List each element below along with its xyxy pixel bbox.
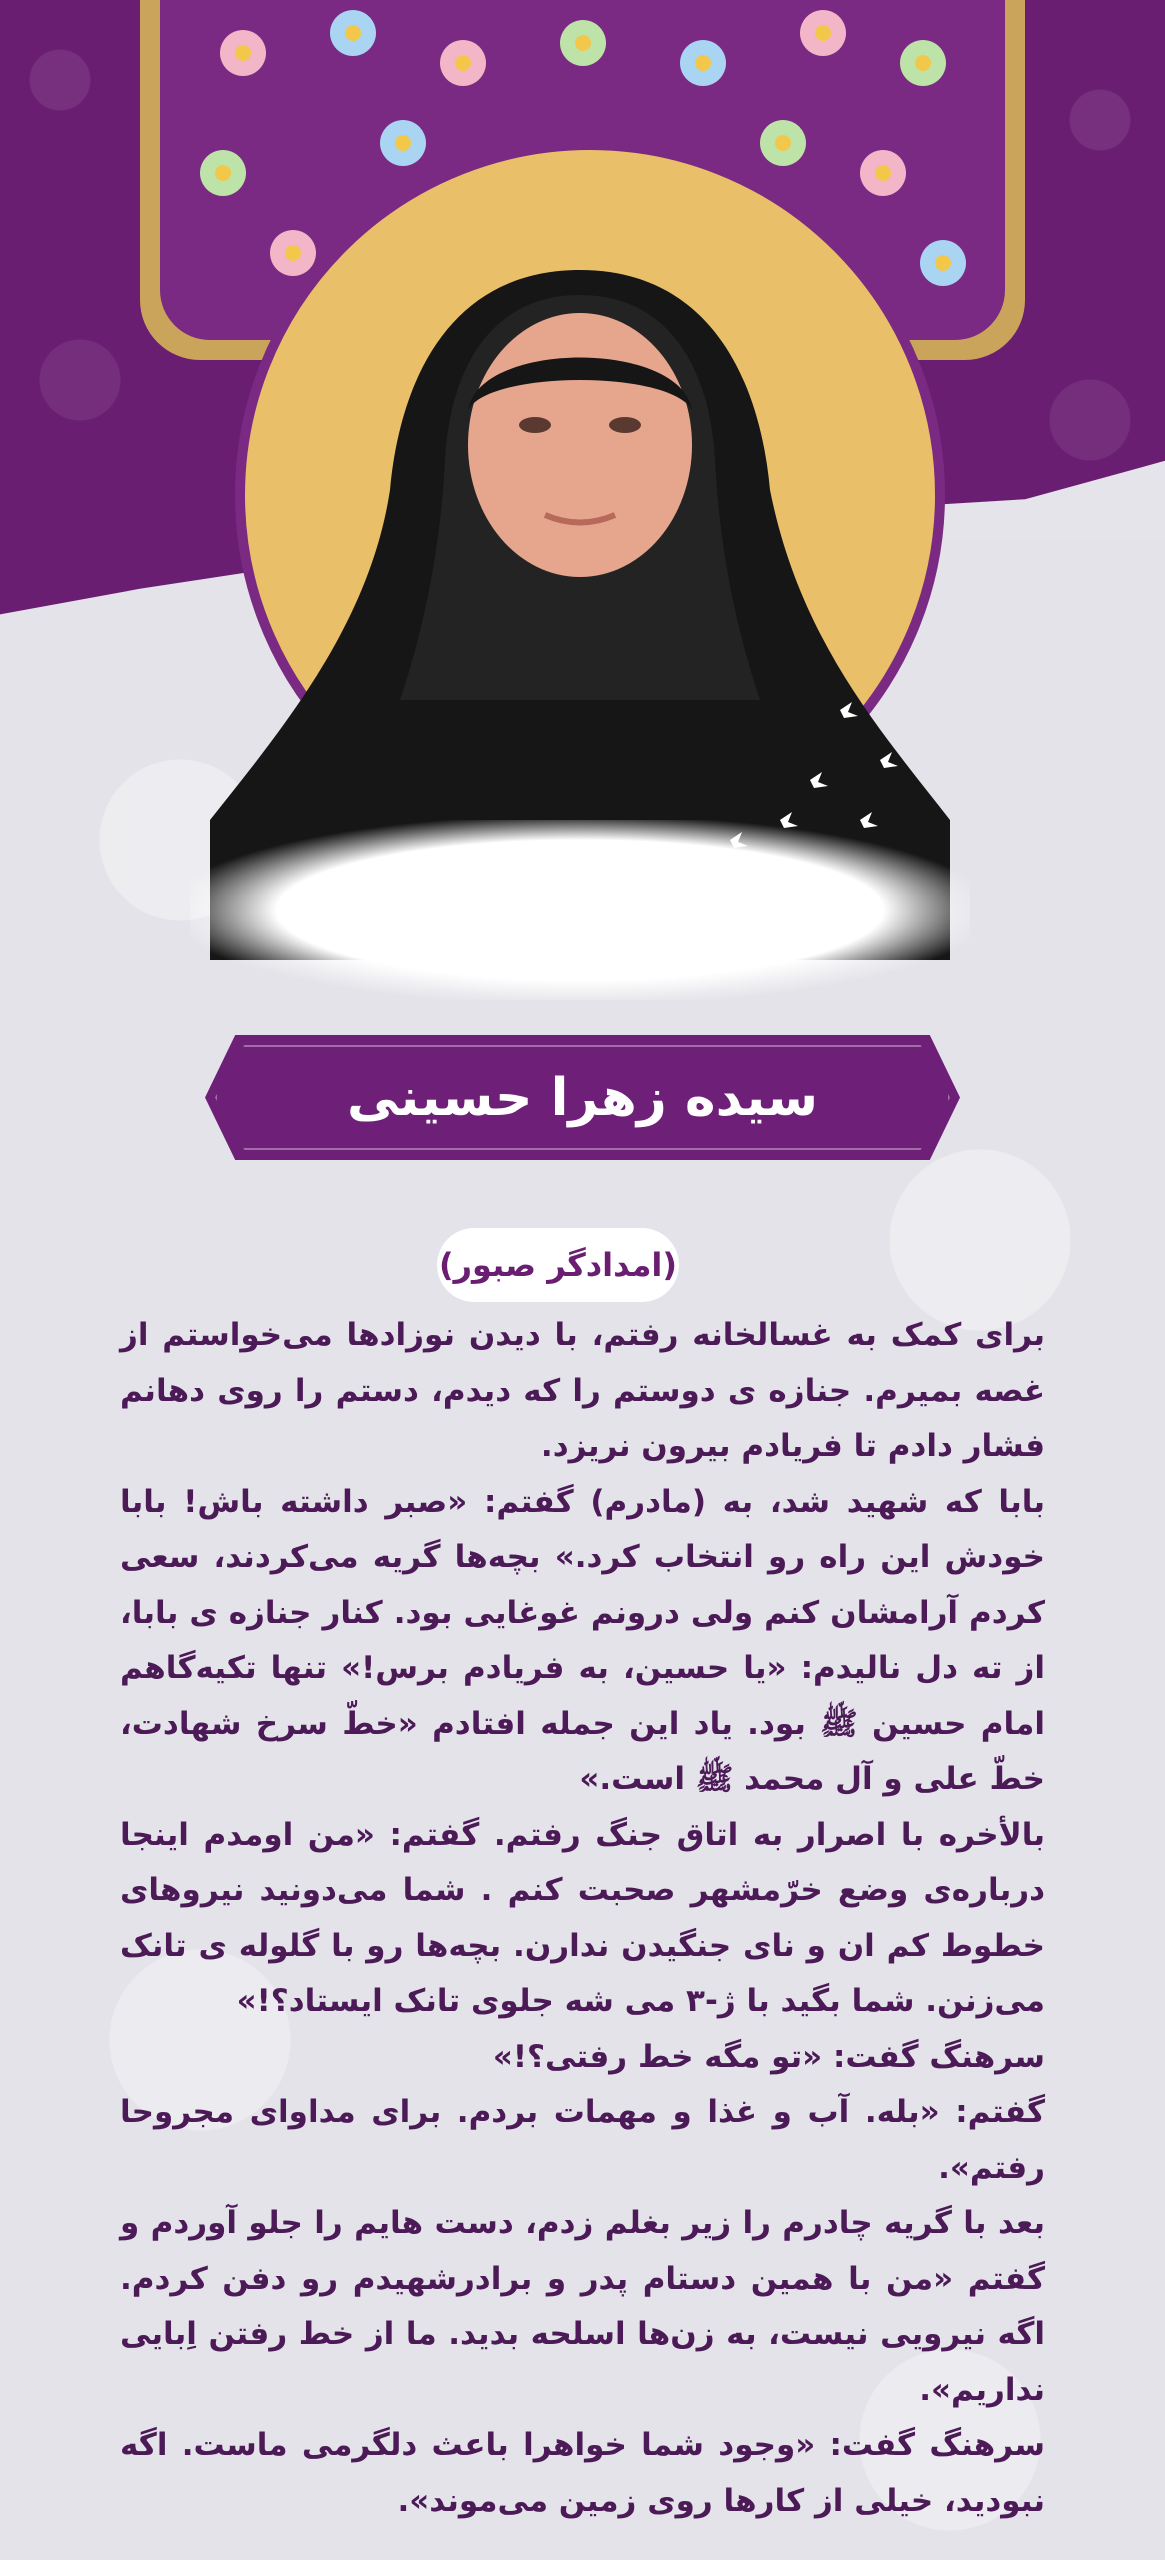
paragraph: بعد با گریه چادرم را زیر بغلم زدم، دست هایم را جلو آوردم و گفتم «من با همین دستام پدر و برادرشهیدم رو دفن کردم. اگه نیرویی نیست، به زن‌ها اسلحه بدید. ما از خط رفتن اِبایی نداریم».	[120, 2205, 1045, 2408]
paragraph: بالأخره با اصرار به اتاق جنگ رفتم. گفتم: «من اومدم اینجا درباره‌ی وضع خرّمشهر صحبت کنم . شما می‌دونید نیروهای خطوط کم ان و نای جنگیدن ندارن. بچه‌ها رو با گلوله ی تانک می‌زنن. شما بگید با ژ-۳ می شه جلوی تانک ایستاد؟!»	[120, 1816, 1045, 2019]
flower-ornament-icon	[860, 150, 906, 196]
flower-ornament-icon	[440, 40, 486, 86]
page-title: سیده زهرا حسینی	[347, 1067, 818, 1128]
cloud-decoration	[190, 820, 970, 1000]
flower-ornament-icon	[560, 20, 606, 66]
flower-ornament-icon	[900, 40, 946, 86]
flower-ornament-icon	[800, 10, 846, 56]
flower-ornament-icon	[380, 120, 426, 166]
flower-ornament-icon	[330, 10, 376, 56]
flower-ornament-icon	[220, 30, 266, 76]
paragraph: گفتم: «بله. آب و غذا و مهمات بردم. برای مداوای مجروحا رفتم».	[120, 2094, 1045, 2186]
subtitle-badge: (امدادگر صبور)	[437, 1228, 679, 1302]
paragraph: سرهنگ گفت: «وجود شما خواهرا باعث دلگرمی ماست. اگه نبودید، خیلی از کارها روی زمین می‌موند».	[120, 2427, 1045, 2519]
flower-ornament-icon	[200, 150, 246, 196]
flower-ornament-icon	[680, 40, 726, 86]
paragraph: بابا که شهید شد، به (مادرم) گفتم: «صبر داشته باش! بابا خودش این راه رو انتخاب کرد.» بچه‌ها گریه می‌کردند، سعی کردم آرامشان کنم ولی درونم غوغایی بود. کنار جنازه ی بابا، از ته دل نالیدم: «یا حسین، به فریادم برس!» تنها تکیه‌گاهم امام حسین ﷺ بود. یاد این جمله افتادم «خطّ سرخ شهادت، خطّ علی و آل محمد ﷺ است.»	[120, 1483, 1045, 1797]
paragraph: سرهنگ گفت: «تو مگه خط رفتی؟!»	[492, 2038, 1045, 2075]
flower-ornament-icon	[760, 120, 806, 166]
story-text	[120, 1308, 1045, 2529]
paragraph: برای کمک به غسالخانه رفتم، با دیدن نوزادها می‌خواستم از غصه بمیرم. جنازه ی دوستم را که دیدم، دستم را روی دهانم فشار دادم تا فریادم بیرون نریزد.	[120, 1317, 1045, 1464]
